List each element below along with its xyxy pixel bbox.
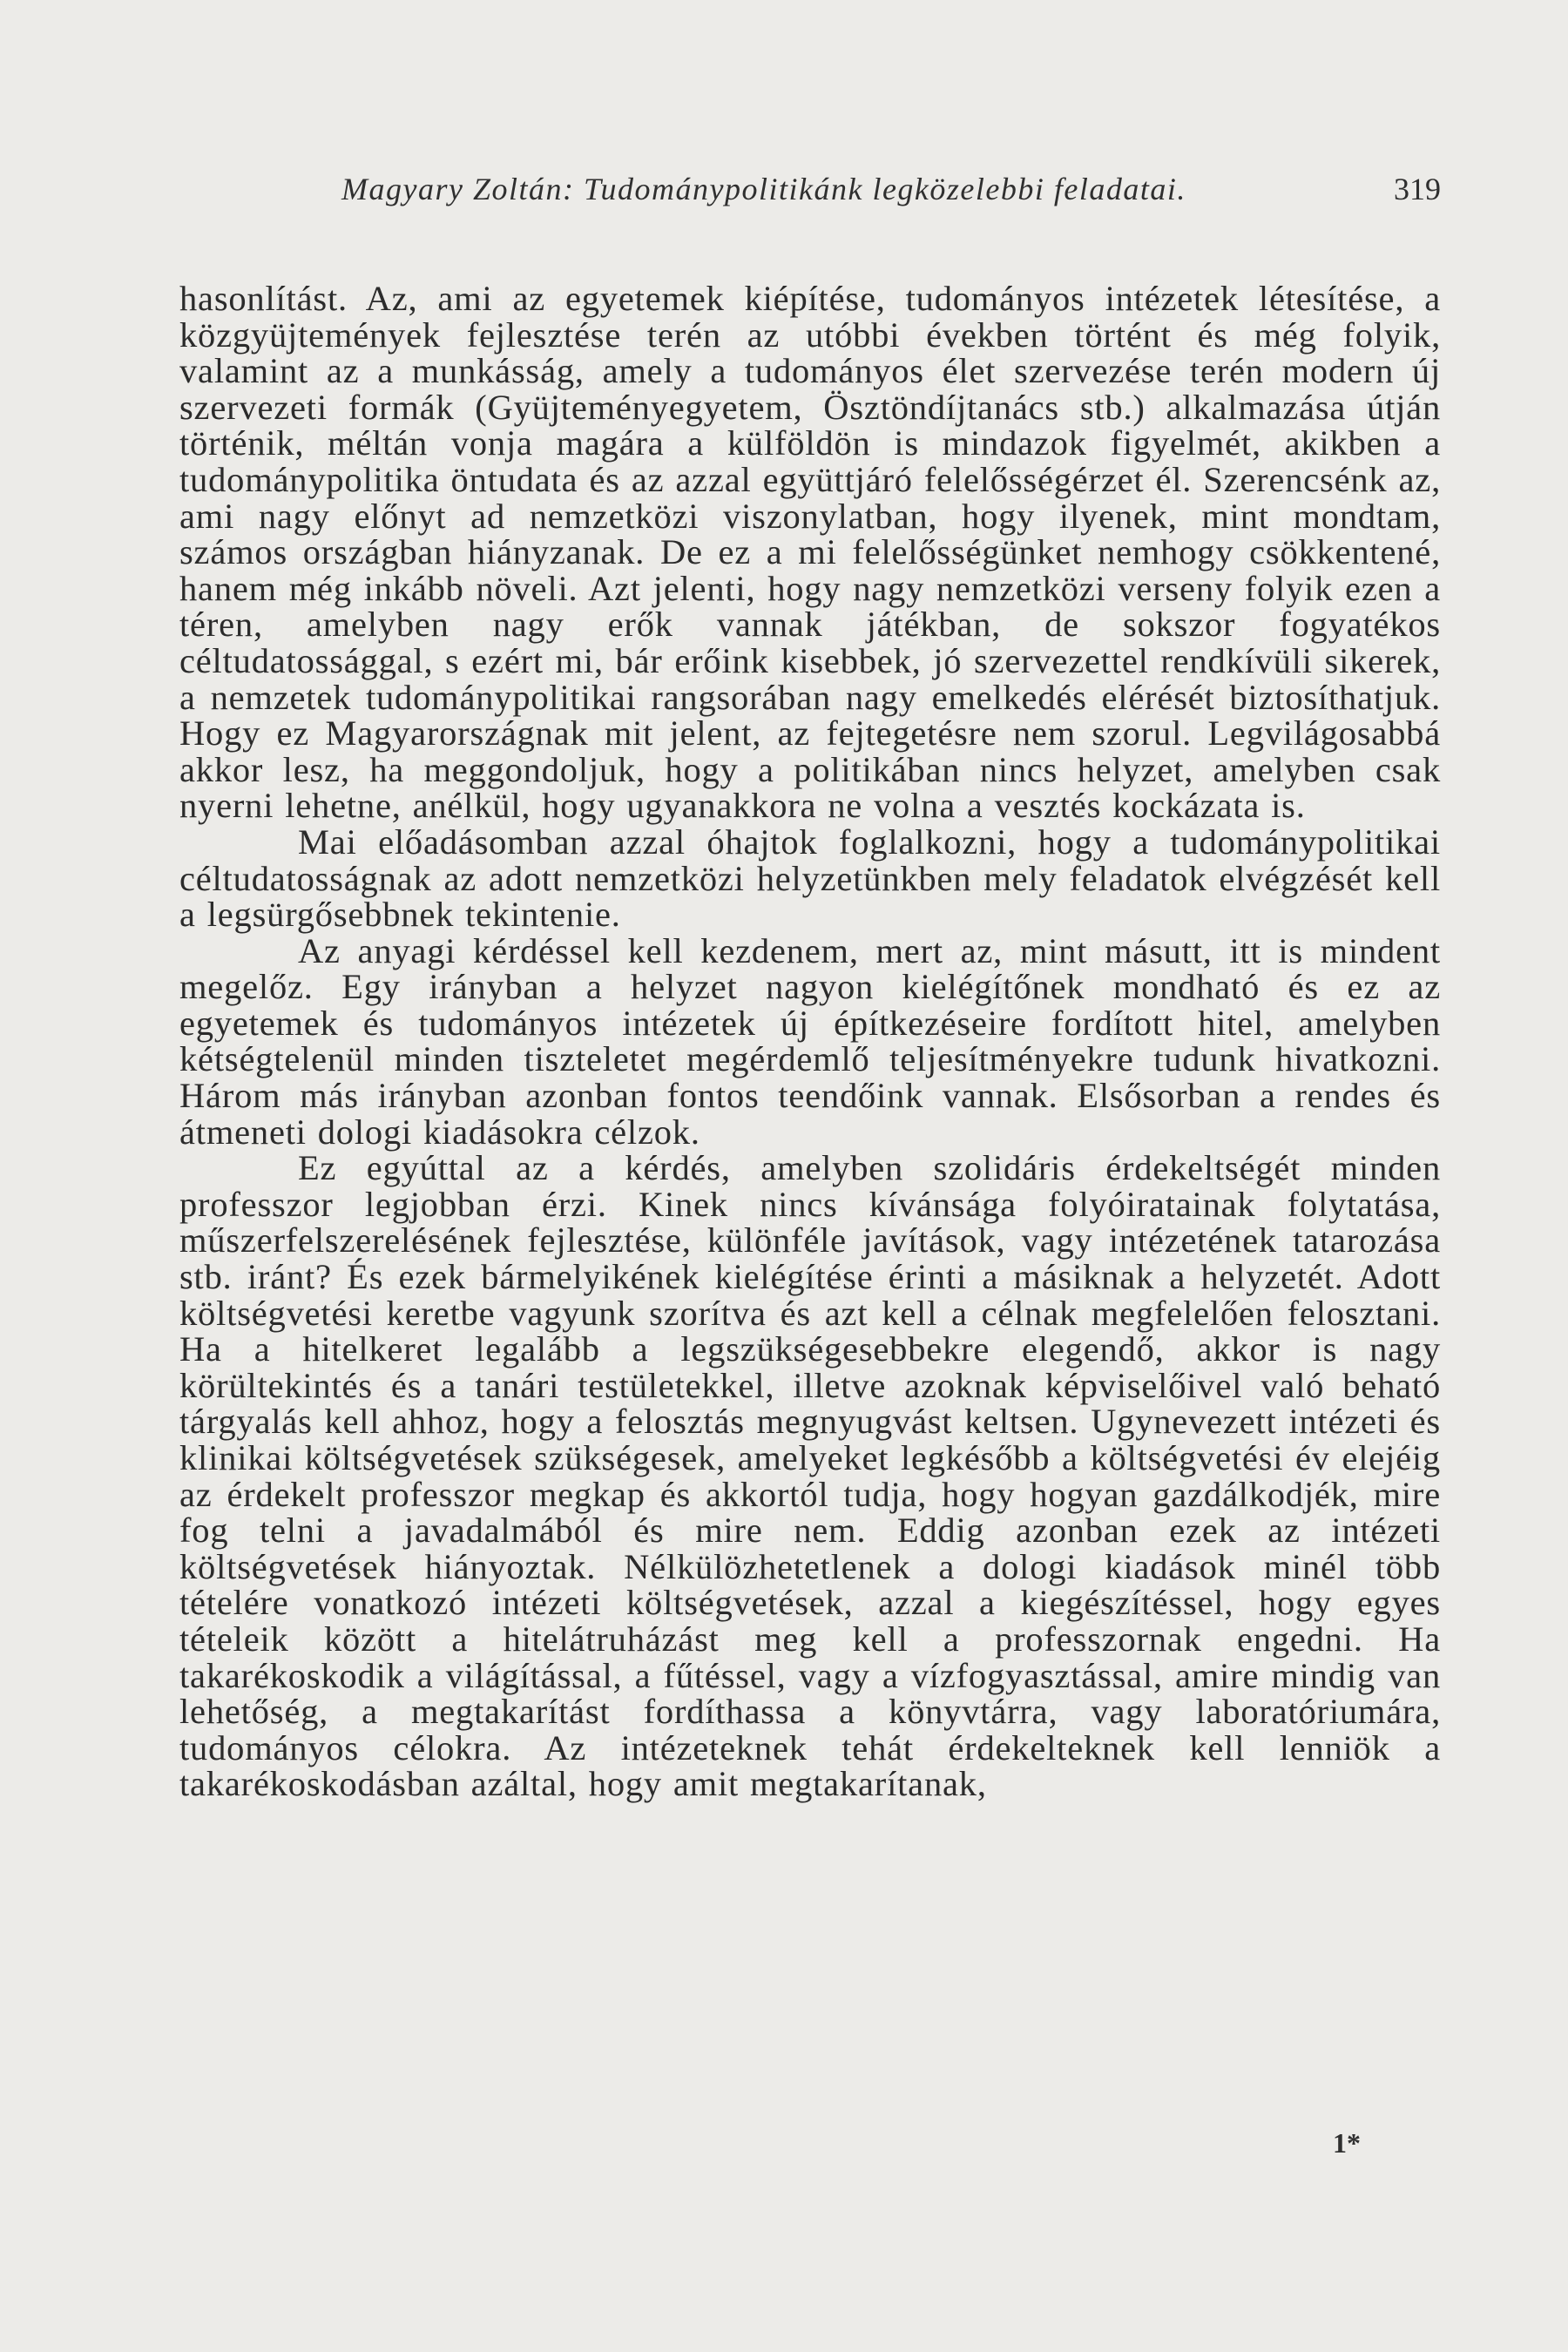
paragraph: Ez egyúttal az a kérdés, amelyben szolidáris érdekeltségét minden professzor legjobban érzi. Kinek nincs kívánsága folyóiratainak folytatása, műszerfelszerelésének fejlesztése, különféle javítások, vagy intézetének tatarozása stb. iránt? És ezek bármelyikének kielégítése érinti a másiknak a helyzetét. Adott költségvetési keretbe vagyunk szorítva és azt kell a célnak megfelelően felosztani. Ha a hitelkeret legalább a legszükségesebbekre elegendő, akkor is nagy körültekintés és a tanári testületekkel, illetve azoknak képviselőivel való beható tárgyalás kell ahhoz, hogy a felosztás megnyugvást keltsen. Ugynevezett intézeti és klinikai költségvetések szükségesek, amelyeket legkésőbb a költségvetési év elejéig az érdekelt professzor megkap és akkortól tudja, hogy hogyan gazdálkodjék, mire fog telni a javadalmából és mire nem. Eddig azonban ezek az intézeti költségvetések hiányoztak. Nélkülözhetetlenek a dologi kiadások minél több tételére vonatkozó intézeti költségvetések, azzal a kiegészítéssel, hogy egyes tételeik között a hitelátruházást meg kell a professzornak engedni. Ha takarékoskodik a világítással, a fűtéssel, vagy a vízfogyasztással, amire mindig van lehetőség, a megtakarítást fordíthassa a könyvtárra, vagy laboratóriumára, tudományos célokra. Az intézeteknek tehát érdekelteknek kell lenniök a takarékoskodásban azáltal, hogy amit megtakarítanak, bbox=[179, 1148, 1441, 1804]
paragraph: Mai előadásomban azzal óhajtok foglalkozni, hogy a tudománypolitikai céltudatosságnak az adott nemzetközi helyzetünkben mely feladatok elvégzését kell a legsürgősebbnek tekintenie. bbox=[179, 821, 1441, 935]
running-header bbox=[341, 171, 1441, 213]
body-text bbox=[179, 280, 1441, 1802]
signature-mark: 1* bbox=[1333, 2127, 1361, 2159]
paragraph: Az anyagi kérdéssel kell kezdenem, mert az, mint másutt, itt is mindent megelőz. Egy irányban a helyzet nagyon kielégítőnek mondható és ez az egyetemek és tudományos intézetek új építkezéseire fordított hitel, amelyben kétségtelenül minden tiszteletet megérdemlő teljesítményekre tudunk hivatkozni. Három más irányban azonban fontos teendőink vannak. Elsősorban a rendes és átmeneti dologi kiadásokra célzok. bbox=[179, 930, 1441, 1152]
running-title: Magyary Zoltán: Tudománypolitikánk legközelebbi feladatai. bbox=[341, 172, 1186, 206]
paragraph: hasonlítást. Az, ami az egyetemek kiépítése, tudományos intézetek létesítése, a közgyüjtemények fejlesztése terén az utóbbi években történt és még folyik, valamint az a munkásság, amely a tudományos élet szervezése terén modern új szervezeti formák (Gyüjteményegyetem, Ösztöndíjtanács stb.) alkalmazása útján történik, méltán vonja magára a külföldön is mindazok figyelmét, akikben a tudománypolitika öntudata és az azzal együttjáró felelősségérzet él. Szerencsénk az, ami nagy előnyt ad nemzetközi viszonylatban, hogy ilyenek, mint mondtam, számos országban hiányzanak. De ez a mi felelősségünket nemhogy csökkentené, hanem még inkább növeli. Azt jelenti, hogy nagy nemzetközi verseny folyik ezen a téren, amelyben nagy erők vannak játékban, de sokszor fogyatékos céltudatossággal, s ezért mi, bár erőink kisebbek, jó szervezettel rendkívüli sikerek, a nemzetek tudománypolitikai rangsorában nagy emelkedés elérését biztosíthatjuk. Hogy ez Magyarországnak mit jelent, az fejtegetésre nem szorul. Legvilágosabbá akkor lesz, ha meggondoljuk, hogy a politikában nincs helyzet, amelyben csak nyerni lehetne, anélkül, hogy ugyanakkora ne volna a vesztés kockázata is. bbox=[179, 279, 1441, 826]
page-number: 319 bbox=[1394, 172, 1441, 206]
